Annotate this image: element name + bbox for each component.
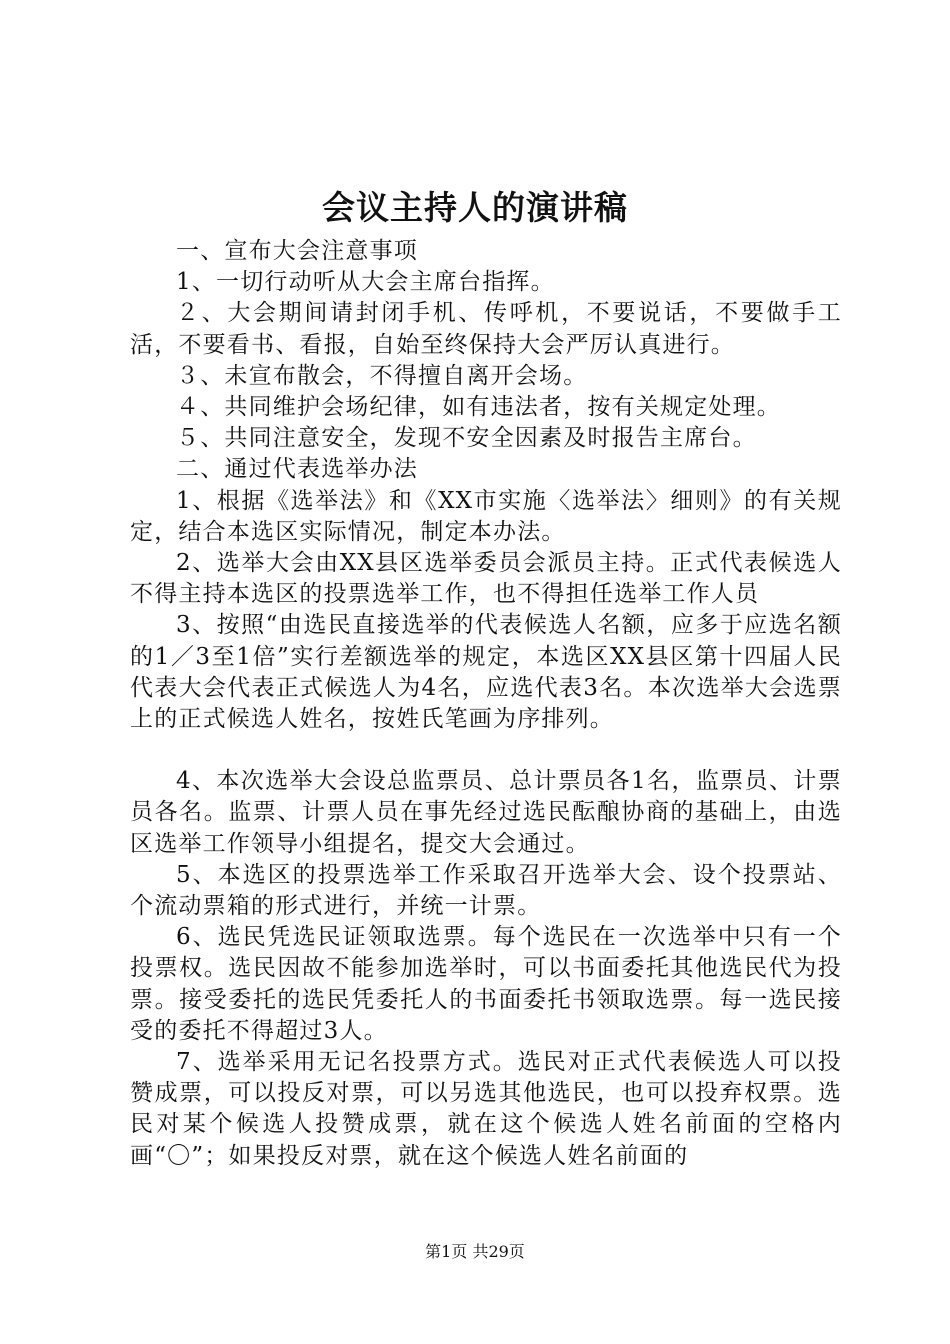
paragraph: 2、选举大会由XX县区选举委员会派员主持。正式代表候选人不得主持本选区的投票选举工作，也不得担任选举工作人员	[130, 550, 842, 608]
paragraph: 5、本选区的投票选举工作采取召开选举大会、设个投票站、个流动票箱的形式进行，并统一计票。	[130, 861, 842, 920]
page-number: 第1页 共29页	[425, 1242, 525, 1261]
paragraph: ３、未宣布散会，不得擅自离开会场。	[176, 362, 588, 389]
paragraph: 6、选民凭选民证领取选票。每个选民在一次选举中只有一个投票权。选民因故不能参加选举时，可以书面委托其他选民代为投票。接受委托的选民凭委托人的书面委托书领取选票。每一选民接受的委托不得超过3人。	[130, 924, 842, 1044]
paragraph: ５、共同注意安全，发现不安全因素及时报告主席台。	[176, 425, 757, 452]
document-title: 会议主持人的演讲稿	[322, 188, 628, 227]
paragraph: ４、共同维护会场纪律，如有违法者，按有关规定处理。	[176, 394, 781, 421]
section-heading: 二、通过代表选举办法	[176, 456, 418, 483]
paragraph: ２、大会期间请封闭手机、传呼机，不要说话，不要做手工活，不要看书、看报，自始至终保持大会严厉认真进行。	[130, 300, 842, 358]
paragraph: 1、一切行动听从大会主席台指挥。	[176, 269, 555, 296]
paragraph: 4、本次选举大会设总监票员、总计票员各1名，监票员、计票员各名。监票、计票人员在事先经过选民酝酿协商的基础上，由选区选举工作领导小组提名，提交大会通过。	[130, 768, 842, 857]
paragraph: 3、按照“由选民直接选举的代表候选人名额，应多于应选名额的1／3至1倍”实行差额选举的规定，本选区XX县区第十四届人民代表大会代表正式候选人为4名，应选代表3名。本次选举大会选票上的正式候选人姓名，按姓氏笔画为序排列。	[130, 612, 842, 733]
paragraph: 1、根据《选举法》和《XX市实施〈选举法〉细则》的有关规定，结合本选区实际情况，制定本办法。	[130, 487, 842, 545]
paragraph: 7、选举采用无记名投票方式。选民对正式代表候选人可以投赞成票，可以投反对票，可以另选其他选民，也可以投弃权票。选民对某个候选人投赞成票，就在这个候选人姓名前面的空格内画“〇”；如果投反对票，就在这个候选人姓名前面的	[130, 1049, 842, 1169]
document-body	[130, 236, 842, 1172]
section-heading: 一、宣布大会注意事项	[176, 238, 418, 264]
